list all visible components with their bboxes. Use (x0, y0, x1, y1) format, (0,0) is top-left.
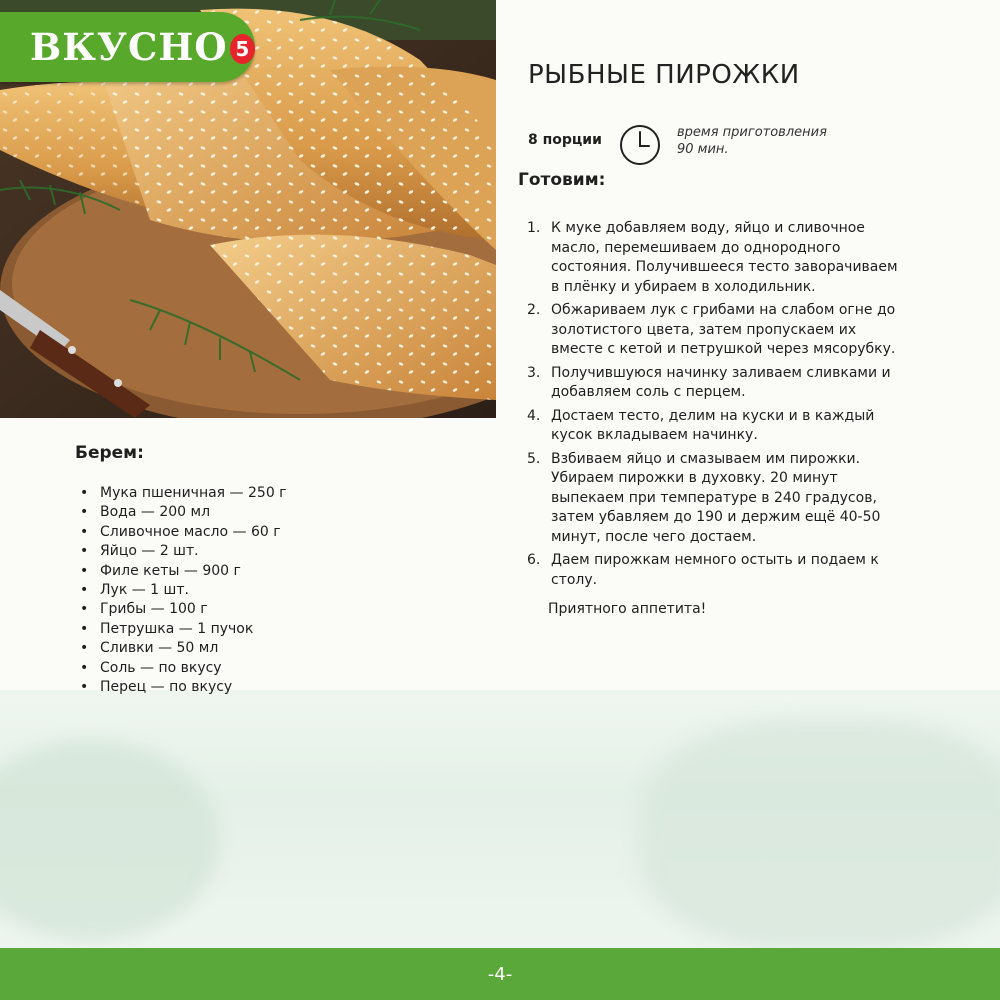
bullet-icon: • (80, 679, 89, 696)
ingredient-item (80, 620, 287, 639)
step-number: 1. (527, 220, 541, 236)
cook-time-value: 90 мин. (677, 142, 729, 157)
ingredient-text: Вода — 200 мл (100, 504, 211, 521)
ingredient-item (80, 484, 287, 503)
step-item (527, 364, 907, 403)
ingredient-item (80, 562, 287, 581)
pyaterochka-five-icon: 5 (230, 34, 255, 64)
step-item (527, 551, 907, 590)
ingredients-heading: Берем: (75, 443, 144, 463)
step-number: 6. (527, 552, 541, 568)
ingredient-text: Яйцо — 2 шт. (100, 543, 199, 560)
step-text: Получившуюся начинку заливаем сливками и добавляем соль с перцем. (551, 364, 891, 400)
bullet-icon: • (80, 659, 89, 676)
page-number: -4- (487, 963, 513, 985)
ingredient-text: Петрушка — 1 пучок (100, 620, 254, 637)
bullet-icon: • (80, 640, 89, 657)
bullet-icon: • (80, 620, 89, 637)
step-text: Обжариваем лук с грибами на слабом огне до золотистого цвета, затем пропускаем их вместе с кетой и петрушкой через мясорубку. (551, 302, 896, 357)
step-text: Даем пирожкам немного остыть и подаем к столу. (551, 552, 879, 588)
bullet-icon: • (80, 543, 89, 560)
step-item (527, 219, 907, 297)
ingredient-text: Перец — по вкусу (100, 679, 233, 696)
bullet-icon: • (80, 523, 89, 540)
bullet-icon: • (80, 601, 89, 618)
back-page-bleed-blob (640, 720, 1000, 950)
step-number: 3. (527, 364, 541, 381)
step-item (527, 450, 907, 548)
ingredient-text: Лук — 1 шт. (100, 582, 189, 599)
ingredient-item (80, 581, 287, 600)
cook-time-label: время приготовления (677, 125, 827, 140)
bullet-icon: • (80, 582, 89, 599)
ingredient-item (80, 639, 287, 658)
step-number: 4. (527, 407, 541, 424)
portions-count: 8 порции (528, 132, 602, 148)
bullet-icon: • (80, 504, 89, 521)
ingredient-text: Грибы — 100 г (100, 601, 208, 618)
step-item (527, 407, 907, 446)
clock-icon (618, 123, 662, 167)
step-item (527, 301, 907, 360)
bullet-icon: • (80, 562, 89, 579)
step-number: 5. (527, 450, 541, 467)
ingredient-item (80, 523, 287, 542)
ingredient-item (80, 600, 287, 619)
brand-logo (0, 12, 255, 82)
recipe-title: РЫБНЫЕ ПИРОЖКИ (528, 60, 800, 90)
bullet-icon: • (80, 485, 89, 501)
ingredient-text: Филе кеты — 900 г (100, 562, 241, 579)
closing-text: Приятного аппетита! (548, 601, 707, 617)
ingredient-item (80, 503, 287, 522)
ingredient-item (80, 542, 287, 561)
step-text: Достаем тесто, делим на куски и в каждый кусок вкладываем начинку. (551, 407, 875, 443)
ingredient-text: Сливки — 50 мл (100, 640, 219, 657)
steps-heading: Готовим: (518, 170, 606, 190)
ingredient-item (80, 659, 287, 678)
ingredients-list (80, 484, 287, 697)
step-number: 2. (527, 302, 541, 318)
brand-name: ВКУСНО (30, 25, 228, 69)
ingredient-text: Сливочное масло — 60 г (100, 523, 281, 540)
steps-list (527, 219, 907, 594)
step-text: Взбиваем яйцо и смазываем им пирожки. Убираем пирожки в духовку. 20 минут выпекаем при температуре в 240 градусов, затем убавляем до 190 и держим ещё 40-50 минут, после чего достаем. (551, 450, 881, 545)
ingredient-text: Мука пшеничная — 250 г (100, 485, 287, 501)
ingredient-text: Соль — по вкусу (100, 659, 222, 676)
ingredient-item (80, 678, 287, 697)
page-footer (0, 948, 1000, 1000)
step-text: К муке добавляем воду, яйцо и сливочное масло, перемешиваем до однородного состояния. Получившееся тесто заворачиваем в плёнку и убираем в холодильник. (551, 220, 898, 295)
